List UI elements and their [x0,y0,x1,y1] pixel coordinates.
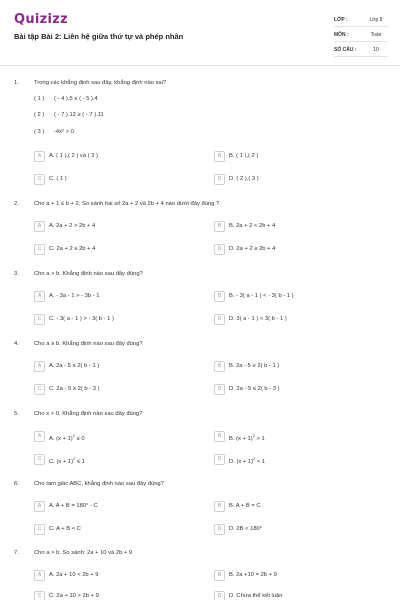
option-letter-box: B [214,431,225,442]
option-text: A. 2a + 2 > 2b + 4 [49,223,96,229]
option-letter-box: A [34,221,45,232]
worksheet-header [0,0,400,66]
option-b[interactable] [214,291,362,302]
option-letter-box: D [214,591,225,600]
option-text: A. 2a + 10 < 2b + 9 [49,572,99,578]
option-text: A. A + B = 180° - C [49,503,98,509]
option-text: B. 2a - 5 ≥ 2( b - 1 ) [229,363,280,369]
question-number: 2. [14,201,19,207]
meta-value: Lớp 8 [369,17,383,23]
option-letter-box: C [34,244,45,255]
option-a[interactable] [34,221,182,232]
option-a[interactable] [34,570,182,581]
option-c[interactable] [34,244,182,255]
option-text: C. 2a + 10 > 2b + 9 [49,593,99,599]
option-text: A. - 3a - 1 > - 3b - 1 [49,293,100,299]
option-d[interactable] [214,174,362,185]
option-letter-box: C [34,174,45,185]
option-text: A. 2a - 5 ≤ 2( b - 1 ) [49,363,100,369]
option-b[interactable] [214,570,362,581]
question-text: Cho a + 1 ≤ b + 2. So sánh hai số 2a + 2 và 2b + 4 nào dưới đây đúng ? [34,201,220,207]
option-b[interactable] [214,221,362,232]
option-text: B. 2a + 2 < 2b + 4 [229,223,276,229]
option-d[interactable] [214,244,362,255]
meta-value: 10 [373,47,379,53]
statement: ( 3 ) -4x² > 0 [34,129,74,135]
statement: ( 2 ) ( - 7 ).12 ≥ ( - 7 ).11 [34,112,104,118]
option-letter-box: C [34,524,45,535]
option-letter-box: B [214,291,225,302]
option-letter-box: A [34,291,45,302]
option-text: A. $(x + 1)^2 \le 0$ [49,433,85,442]
option-text: C. 2a + 2 ≤ 2b + 4 [49,246,96,252]
option-letter-box: C [34,384,45,395]
option-letter-box: D [214,174,225,185]
meta-label: LỚP : [334,17,348,23]
question-text: Cho a > b. Khẳng định nào sau đây đúng? [34,271,143,277]
option-d[interactable] [214,384,362,395]
option-letter-box: B [214,151,225,162]
option-text: B. $(x + 1)^2 > 1$ [229,433,265,442]
option-letter-box: A [34,570,45,581]
option-a[interactable] [34,361,182,372]
option-b[interactable] [214,431,362,442]
meta-label: SỐ CÂU : [334,47,357,53]
question-text: Cho a > b. So sánh: 2a + 10 và 2b + 9 [34,550,133,556]
option-text: C. $(x + 1)^2 \le 1$ [49,456,85,465]
option-letter-box: A [34,361,45,372]
option-text: A. ( 1 ),( 2 ) và ( 3 ) [49,153,98,159]
option-letter-box: A [34,501,45,512]
option-letter-box: D [214,454,225,465]
option-a[interactable] [34,291,182,302]
option-text: D. ( 2 ),( 3 ) [229,176,259,182]
option-a[interactable] [34,151,182,162]
option-d[interactable] [214,454,362,465]
page-title: Bài tập Bài 2: Liên hệ giữa thứ tự và phép nhân [14,32,184,41]
option-c[interactable] [34,384,182,395]
option-text: D. Chưa thể kết luận [229,593,283,599]
option-text: D. 2a + 2 ≥ 2b + 4 [229,246,276,252]
option-text: D. 3( a - 1 ) < 3( b - 1 ) [229,316,287,322]
option-letter-box: D [214,524,225,535]
option-text: C. A + B < C [49,526,81,532]
option-c[interactable] [34,174,182,185]
option-c[interactable] [34,524,182,535]
option-a[interactable] [34,501,182,512]
question-number: 4. [14,341,19,347]
option-text: B. ( 1 ),( 2 ) [229,153,259,159]
option-letter-box: B [214,361,225,372]
option-letter-box: C [34,314,45,325]
meta-label: MÔN : [334,32,349,38]
option-text: D. $(x + 1)^2 < 1$ [229,456,266,465]
option-letter-box: C [34,591,45,600]
question-text: Cho x > 0. Khẳng định nào sau đây đúng? [34,411,143,417]
option-b[interactable] [214,501,362,512]
statement: ( 1 ) ( - 4 ).5 ≤ ( - 5 ).4 [34,96,98,102]
option-letter-box: B [214,221,225,232]
question-number: 3. [14,271,19,277]
option-c[interactable] [34,454,182,465]
question-number: 5. [14,411,19,417]
option-a[interactable] [34,431,182,442]
quizizz-logo: Quizizz [14,12,69,27]
question-number: 6. [14,481,19,487]
option-d[interactable] [214,524,362,535]
option-letter-box: B [214,501,225,512]
option-text: B. 2a +10 = 2b + 9 [229,572,277,578]
question-text: Cho a ≥ b. Khẳng định nào sau đây đúng? [34,341,143,347]
option-letter-box: D [214,384,225,395]
option-text: C. - 3( a - 1 ) > - 3( b - 1 ) [49,316,114,322]
option-text: B. - 3( a - 1 ) < - 3( b - 1 ) [229,293,294,299]
option-letter-box: B [214,570,225,581]
option-b[interactable] [214,361,362,372]
option-text: C. 2a - 5 ≥ 2( b - 3 ) [49,386,100,392]
option-letter-box: A [34,431,45,442]
option-b[interactable] [214,151,362,162]
option-text: B. A + B = C [229,503,261,509]
option-text: D. 2a - 5 ≤ 2( b - 3 ) [229,386,280,392]
question-text: Cho tam giác ABC, khẳng định nào sau đây đúng? [34,481,164,487]
option-letter-box: D [214,314,225,325]
option-c[interactable] [34,314,182,325]
question-number: 7. [14,550,19,556]
option-text: D. 2B < 180° [229,526,263,532]
option-c[interactable] [34,591,182,600]
option-letter-box: D [214,244,225,255]
option-letter-box: A [34,151,45,162]
question-text: Trong các khẳng định sau đây, khẳng định nào sai? [34,80,167,86]
meta-value: Toán [370,32,382,38]
option-text: C. ( 1 ) [49,176,67,182]
option-d[interactable] [214,314,362,325]
question-number: 1. [14,80,19,86]
option-letter-box: C [34,454,45,465]
option-d[interactable] [214,591,362,600]
